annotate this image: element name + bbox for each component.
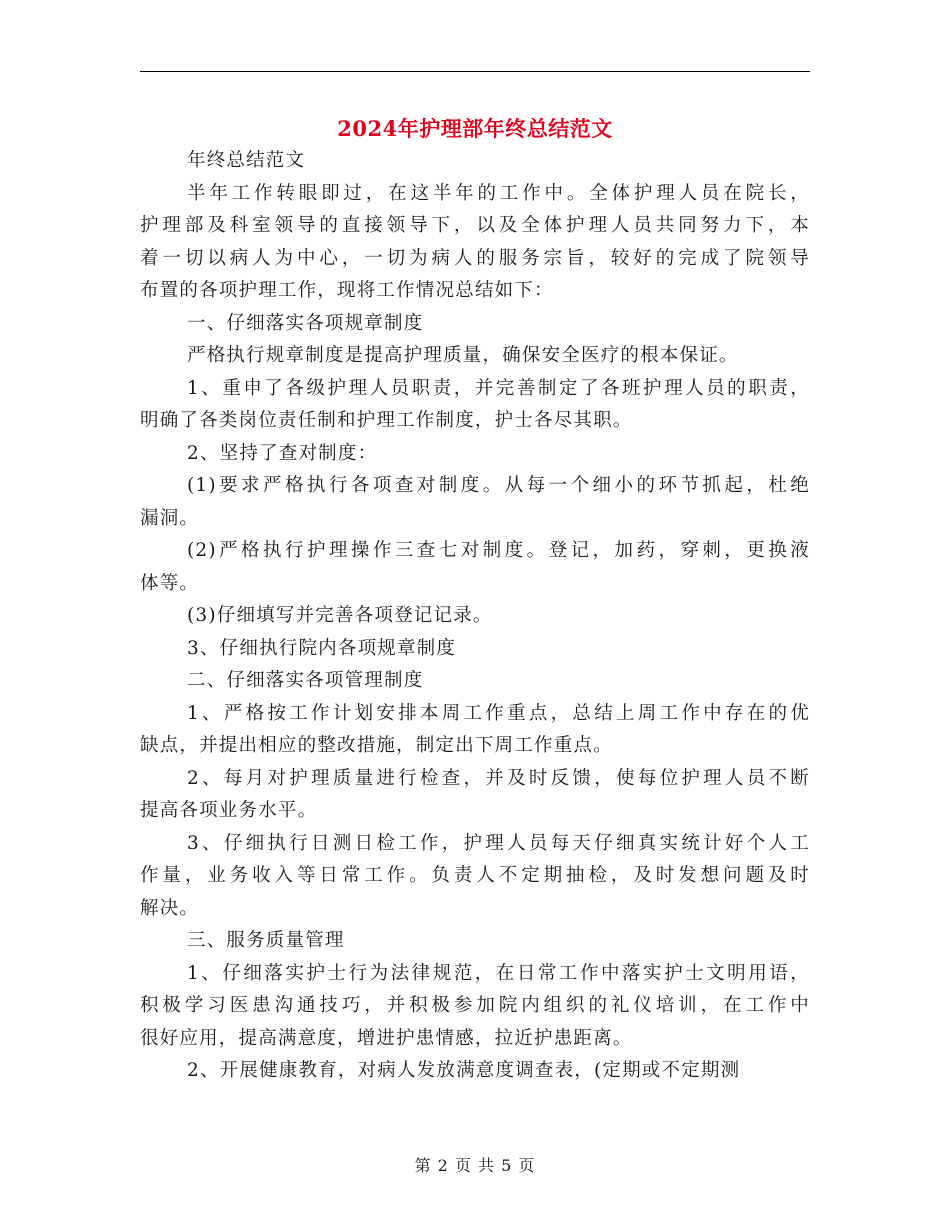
paragraph-line: 年终总结范文 — [187, 150, 306, 171]
paragraph-line: 2、开展健康教育，对病人发放满意度调查表，(定期或不定期测 — [187, 1060, 741, 1081]
paragraph-line: 漏洞。 — [140, 507, 200, 529]
paragraph-line: 1、重申了各级护理人员职责，并完善制定了各班护理人员的职责， — [187, 377, 810, 399]
paragraph-line: 护理部及科室领导的直接领导下，以及全体护理人员共同努力下，本 — [140, 215, 810, 236]
paragraph-line: 很好应用，提高满意度，增进护患情感，拉近护患距离。 — [140, 1027, 633, 1049]
paragraph-line: 积极学习医患沟通技巧，并积极参加院内组织的礼仪培训，在工作中 — [140, 995, 810, 1016]
paragraph-line: 二、仔细落实各项管理制度 — [187, 670, 424, 691]
paragraph-line: 缺点，并提出相应的整改措施，制定出下周工作重点。 — [140, 735, 613, 756]
paragraph-line: 作量，业务收入等日常工作。负责人不定期抽检，及时发想问题及时 — [140, 865, 810, 886]
header-rule — [140, 71, 810, 72]
page-footer: 第 2 页 共 5 页 — [414, 1156, 536, 1175]
paragraph-line: 三、服务质量管理 — [187, 930, 345, 951]
paragraph-line: 着一切以病人为中心，一切为病人的服务宗旨，较好的完成了院领导 — [140, 247, 810, 269]
paragraph-line: 3、仔细执行院内各项规章制度 — [187, 637, 457, 659]
paragraph-line: (1)要求严格执行各项查对制度。从每一个细小的环节抓起，杜绝 — [187, 475, 810, 496]
paragraph-line: 体等。 — [140, 572, 200, 594]
paragraph-line: 布置的各项护理工作，现将工作情况总结如下： — [140, 280, 554, 301]
paragraph-line: 提高各项业务水平。 — [140, 800, 318, 821]
document-title: 2024年护理部年终总结范文 — [337, 116, 613, 141]
paragraph-line: 严格执行规章制度是提高护理质量，确保安全医疗的根本保证。 — [187, 345, 739, 366]
paragraph-line: 2、坚持了查对制度： — [187, 442, 378, 464]
paragraph-line: 解决。 — [140, 897, 200, 919]
paragraph-line: 一、仔细落实各项规章制度 — [187, 312, 424, 334]
paragraph-line: 1、仔细落实护士行为法律规范，在日常工作中落实护士文明用语， — [187, 962, 810, 984]
paragraph-line: 半年工作转眼即过，在这半年的工作中。全体护理人员在院长， — [187, 182, 810, 204]
paragraph-line: (2)严格执行护理操作三查七对制度。登记，加药，穿刺，更换液 — [187, 540, 810, 561]
paragraph-line: 2、每月对护理质量进行检查，并及时反馈，使每位护理人员不断 — [187, 767, 810, 789]
paragraph-line: (3)仔细填写并完善各项登记记录。 — [187, 605, 493, 626]
document-body — [140, 145, 810, 1088]
paragraph-line: 1、严格按工作计划安排本周工作重点，总结上周工作中存在的优 — [187, 702, 810, 724]
paragraph-line: 明确了各类岗位责任制和护理工作制度，护士各尽其职。 — [140, 410, 633, 431]
paragraph-line: 3、仔细执行日测日检工作，护理人员每天仔细真实统计好个人工 — [187, 832, 810, 854]
